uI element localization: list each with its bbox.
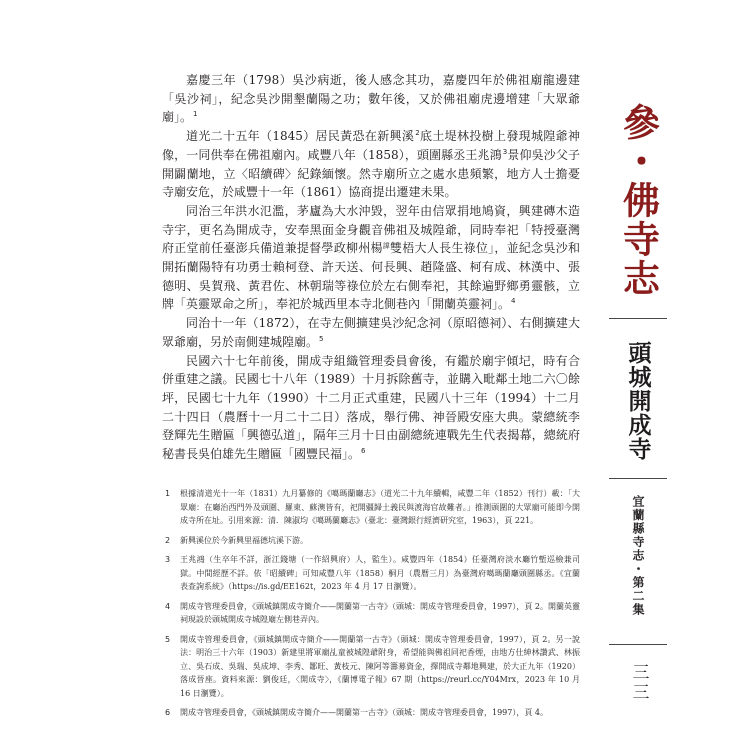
footnotes — [162, 487, 580, 726]
body-paragraph — [162, 71, 580, 127]
footnote-text: 開成寺管理委員會，《頭城鎮開成寺簡介——開蘭第一古寺》（頭城：開成寺管理委員會，1997），頁 2。開蘭英靈祠現設於頭城開成寺城隍廟左側巷弄內。 — [180, 601, 580, 624]
footnote-number: 2 — [165, 535, 171, 545]
body-paragraph — [162, 352, 580, 464]
footnote-ref[interactable]: 5 — [319, 334, 324, 343]
paragraph-text: 雙梧大人長生祿位」，並紀念吳沙和開拓蘭陽特有功勇士賴柯登、許天送、何長興、趙隆盛、柯有成、林漢中、張德明、吳賀飛、黃君佐、林朝瑞等祿位於左右側奉祀，其餘遍野鄉勇靈骸，立牌「英靈眾命之所」，奉祀於城西里本寺北側巷內「開蘭英靈祠」。 — [162, 241, 580, 312]
footnote-ref[interactable]: 4 — [511, 297, 516, 306]
footnote-text: 開成寺管理委員會，《頭城鎮開成寺簡介——開蘭第一古寺》（頭城：開成寺管理委員會，1997），頁 4。 — [180, 708, 548, 717]
footnote — [162, 487, 580, 528]
main-text — [162, 71, 580, 464]
footnote-number: 4 — [165, 601, 171, 611]
footnote-text: 新興溪位於今新興里福德坑溪下游。 — [180, 535, 308, 545]
footnote — [162, 600, 580, 627]
section-title: 頭城開成寺 — [624, 341, 652, 461]
footnote-text: 開成寺管理委員會，《頭城鎮開成寺簡介——開蘭第一古寺》（頭城：開成寺管理委員會，1997），頁 2。另一說法：明治三十六年（1903）新建里將軍廟乩童被城隍爺附身，希望能與佛祖同祀香煙，由地方仕紳林讚武、林振立、吳石成、吳瑞、吳成坤、李秀、鄒旺、黃枝元、陳阿等籌募資金，擇開成寺鄰地興建，於大正九年（1920）落成晉座。資料來源：劉俊廷，〈開成寺〉，《蘭博電子報》67 期（https://reurl.cc/Y04Mrx，2023 年 10 月 16 日瀏覽）。 — [180, 634, 580, 698]
footnote-number: 1 — [165, 489, 171, 498]
footnote-number: 3 — [165, 555, 171, 564]
footnote-ref[interactable]: 3 — [502, 147, 508, 156]
paragraph-text: 道光二十五年（1845）居民黃恐在新興溪 — [186, 129, 415, 144]
paragraph-text: 景仰吳沙父子開闢蘭地，立〈昭續碑〉紀錄緬懷。然寺廟所立之處水患頻繁，地方人士擔憂寺廟安危，於咸豐十一年（1861）協商提出遷建未果。 — [162, 147, 580, 200]
footnote — [162, 633, 580, 701]
chapter-title: 參・佛寺志 — [616, 103, 661, 298]
body-paragraph — [162, 314, 580, 351]
footnote — [162, 706, 580, 720]
divider — [609, 318, 667, 319]
footnote-ref[interactable]: 1 — [193, 110, 198, 119]
body-paragraph — [162, 202, 580, 314]
footnote-text: 根據清道光十一年（1831）九月纂修的《噶瑪蘭廳志》（道光二十九年續輯，咸豐二年（1852）刊行）載：「大眾廟：在廳治西門外及頭圍、羅東、蘇澳皆有，祀開疆歸土義民與渡海官故難者。」推測頭圍的大眾廟可能即今開成寺所在址。引用來源：清．陳淑均《噶瑪蘭廳志》（臺北：臺灣銀行經濟研究室，1963），頁 221。 — [180, 489, 580, 525]
body-paragraph — [162, 127, 580, 202]
paragraph-text: 民國六十七年前後，開成寺組織管理委員會後，有鑑於廟宇傾圮，時有合併重建之議。民國七十八年（1989）十月拆除舊寺，並購入毗鄰土地二六〇餘坪，民國七十九年（1990）十二月正式重建，民國八十三年（1994）十二月二十四日（農曆十一月二十二日）落成，舉行佛、神晉殿安座大典。蒙總統李登輝先生贈匾「興德弘道」，隔年三月十日由副總統連戰先生代表揭幕，總統府秘書長吳伯雄先生贈匾「國豐民福」。 — [162, 353, 580, 462]
sidebar — [609, 0, 667, 750]
footnote — [162, 553, 580, 594]
page-number: 三三 — [628, 663, 649, 703]
book-title: 宜蘭縣寺志・第二集 — [631, 495, 645, 617]
paragraph-text: 同治十一年（1872），在寺左側擴建吳沙紀念祠（原昭德祠）、右側擴建大眾爺廟，另於南側建城隍廟。 — [162, 316, 580, 349]
honorific-small-char: 諱 — [382, 242, 391, 251]
footnote-ref[interactable]: 2 — [415, 129, 420, 138]
footnote-ref[interactable]: 6 — [361, 447, 366, 456]
footnote-number: 5 — [165, 634, 171, 644]
divider — [609, 478, 667, 479]
paragraph-text: 嘉慶三年（1798）吳沙病逝，後人感念其功，嘉慶四年於佛祖廟龍邊建「吳沙祠」，紀念吳沙開墾蘭陽之功；數年後，又於佛祖廟虎邊增建「大眾爺廟」。 — [162, 73, 580, 125]
footnote — [162, 534, 580, 548]
paragraph-text: 同治三年洪水氾濫，茅廬為大水沖毀，翌年由信眾捐地鳩資，興建磚木造寺宇，更名為開成寺，安奉黑面金身觀音佛祖及城隍爺，同時奉祀「特授臺灣府正堂前任臺澎兵備道兼提督學政柳州楊 — [162, 203, 580, 256]
footnote-number: 6 — [165, 708, 171, 717]
paragraph-text: 底土堤林投樹上發現城隍爺神像，一同供奉在佛祖廟內。咸豐八年（1858），頭圍縣丞王兆鴻 — [162, 129, 580, 162]
divider — [609, 644, 667, 645]
footnote-text: 王兆鴻（生卒年不詳，浙江錢塘（一作紹興府）人，監生）。咸豐四年（1854）任臺灣府淡水廳竹塹巡檢兼司獄。中間經歷不詳。依「昭續碑」可知咸豐八年（1858）桐月（農曆三月）為臺灣府噶瑪蘭廳頭圍縣丞。《宜蘭表查詢系統》（https://is.gd/EE162t，2023 年 4 月 17 日瀏覽）。 — [180, 555, 580, 591]
